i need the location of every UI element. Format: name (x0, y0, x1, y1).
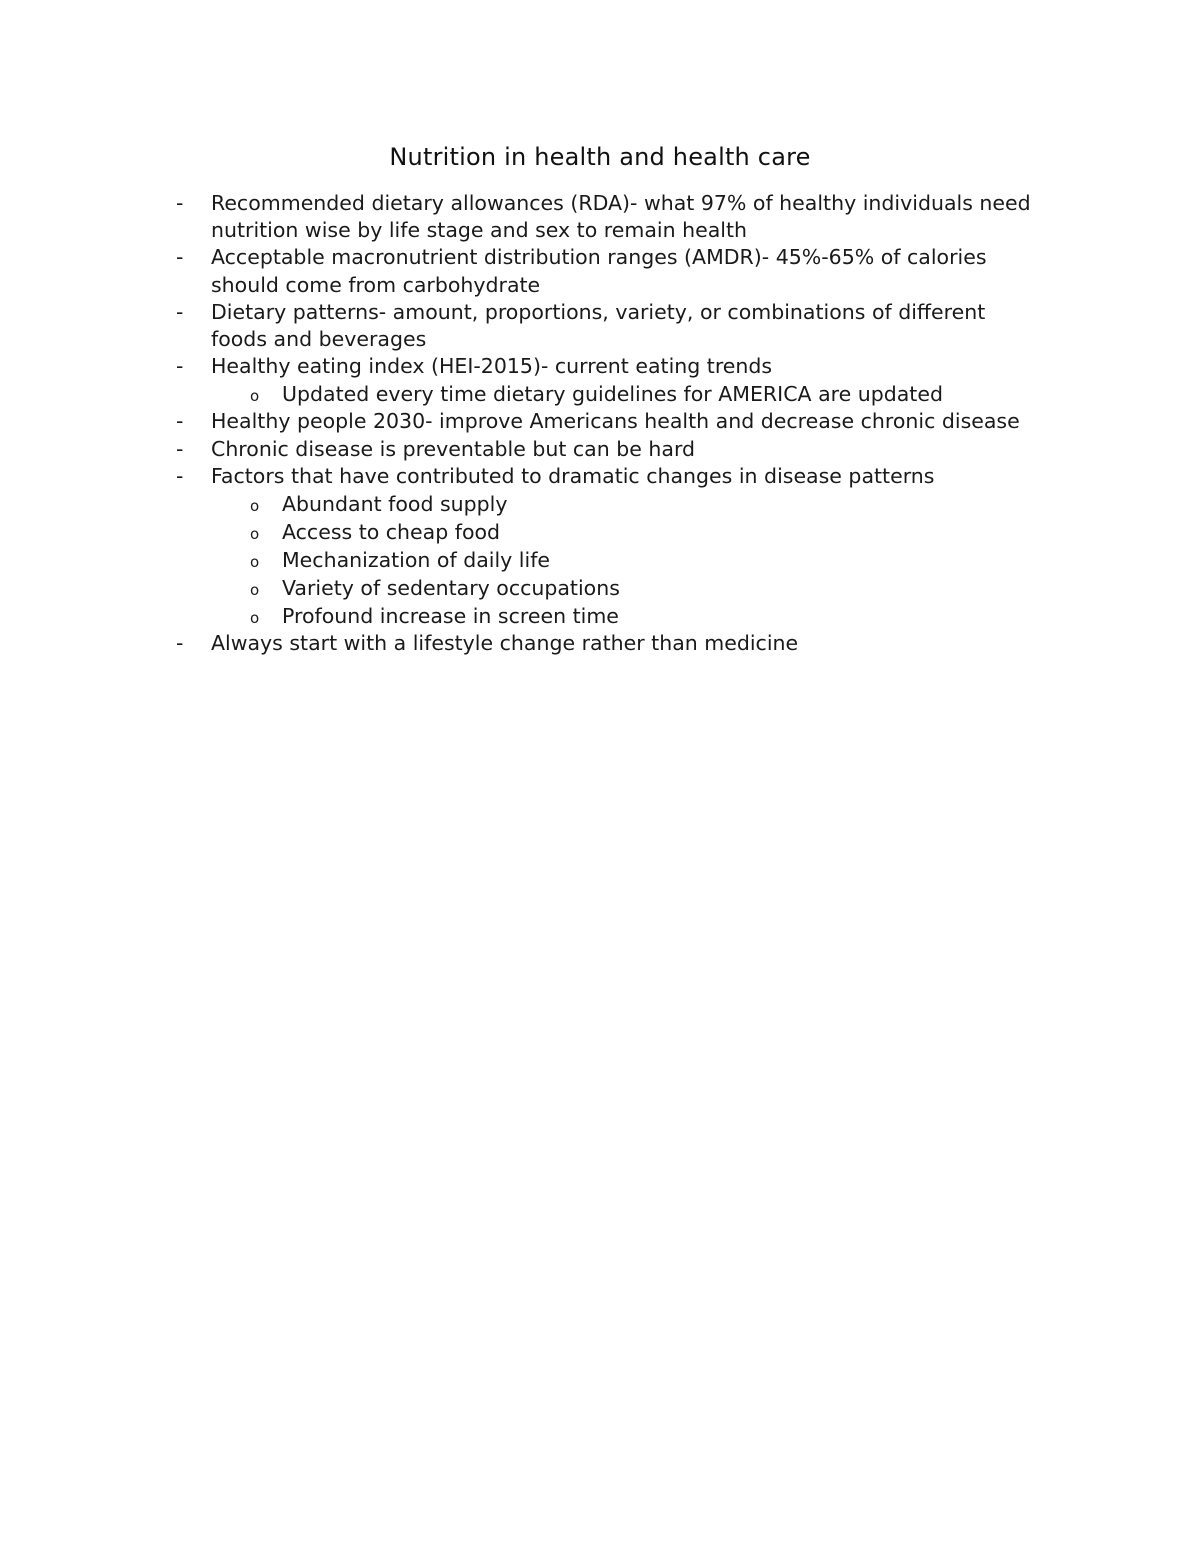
list-item-text: Dietary patterns- amount, proportions, variety, or combinations of different foods and beverages (211, 299, 986, 352)
sub-list-item-text: Profound increase in screen time (282, 604, 619, 629)
list-item (0, 408, 1200, 435)
sub-list-item (0, 490, 1200, 518)
sub-list-item-text: Abundant food supply (282, 492, 508, 517)
sub-list-item (0, 546, 1200, 574)
sub-list-item (0, 380, 1200, 408)
list-item-text: Acceptable macronutrient distribution ranges (AMDR)- 45%-65% of calories should come from carbohydrate (211, 245, 987, 297)
list-item-text: Healthy eating index (HEI-2015)- current eating trends (211, 354, 773, 379)
list-item (0, 299, 1200, 353)
list-item (0, 190, 1200, 244)
list-item (0, 463, 1200, 490)
circle-bullet-marker: o (250, 553, 260, 572)
sub-list-item-text: Mechanization of daily life (282, 548, 551, 573)
dash-marker: - (176, 191, 184, 215)
list-item-text: Recommended dietary allowances (RDA)- what 97% of healthy individuals need nutrition wise by life stage and sex to remain health (211, 191, 1031, 243)
circle-bullet-marker: o (250, 581, 260, 600)
sub-list-item (0, 602, 1200, 630)
dash-marker: - (176, 354, 184, 379)
circle-bullet-marker: o (250, 497, 260, 516)
list-item (0, 630, 1200, 657)
sub-list-item (0, 574, 1200, 602)
list-item (0, 436, 1200, 463)
circle-bullet-marker: o (250, 525, 260, 544)
list-item-text: Healthy people 2030- improve Americans health and decrease chronic disease (211, 409, 1020, 434)
dash-marker: - (176, 631, 184, 656)
list-item-text: Factors that have contributed to dramatic changes in disease patterns (211, 463, 935, 488)
dash-marker: - (176, 299, 184, 324)
page-title: Nutrition in health and health care (389, 143, 811, 171)
list-item (0, 353, 1200, 380)
dash-marker: - (176, 463, 184, 488)
list-item (0, 244, 1200, 298)
dash-marker: - (176, 436, 184, 461)
circle-bullet-marker: o (250, 609, 260, 628)
bullet-list (0, 190, 1200, 657)
sub-list-item-text: Access to cheap food (282, 520, 501, 545)
circle-bullet-marker: o (250, 387, 260, 406)
dash-marker: - (176, 409, 184, 434)
sub-list-item (0, 518, 1200, 546)
list-item-text: Always start with a lifestyle change rather than medicine (211, 631, 799, 656)
sub-list-item-text: Updated every time dietary guidelines for AMERICA are updated (282, 382, 943, 407)
list-item-text: Chronic disease is preventable but can be hard (211, 436, 696, 461)
sub-list-item-text: Variety of sedentary occupations (282, 576, 620, 601)
dash-marker: - (176, 245, 184, 270)
